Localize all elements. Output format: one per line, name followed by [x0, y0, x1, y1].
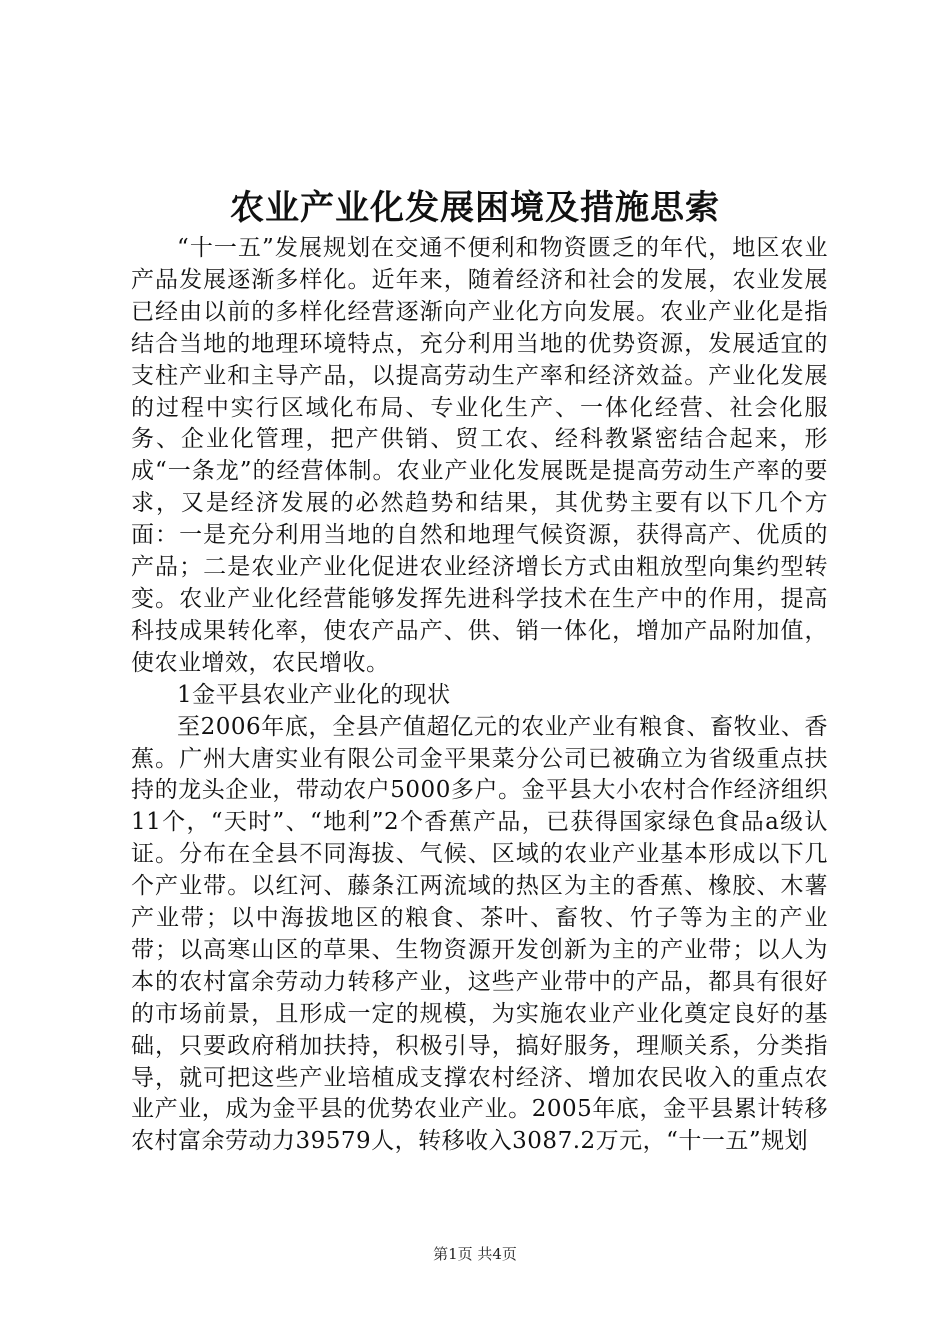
paragraph-intro: “十一五”发展规划在交通不便利和物资匮乏的年代，地区农业产品发展逐渐多样化。近年来，随着经济和社会的发展，农业发展已经由以前的多样化经营逐渐向产业化方向发展。农业产业化是指结合当地的地理环境特点，充分利用当地的优势资源，发展适宜的支柱产业和主导产品，以提高劳动生产率和经济效益。产业化发展的过程中实行区域化布局、专业化生产、一体化经营、社会化服务、企业化管理，把产供销、贸工农、经科教紧密结合起来，形成“一条龙”的经营体制。农业产业化发展既是提高劳动生产率的要求，又是经济发展的必然趋势和结果，其优势主要有以下几个方面：一是充分利用当地的自然和地理气候资源，获得高产、优质的产品；二是农业产业化促进农业经济增长方式由粗放型向集约型转变。农业产业化经营能够发挥先进科学技术在生产中的作用，提高科技成果转化率，使农产品产、供、销一体化，增加产品附加值，使农业增效，农民增收。 [131, 235, 828, 676]
paragraph-status: 至2006年底，全县产值超亿元的农业产业有粮食、畜牧业、香蕉。广州大唐实业有限公司金平果菜分公司已被确立为省级重点扶持的龙头企业，带动农户5000多户。金平县大小农村合作经济组织11个，“天时”、“地利”2个香蕉产品，已获得国家绿色食品a级认证。分布在全县不同海拔、气候、区域的农业产业基本形成以下几个产业带。以红河、藤条江两流域的热区为主的香蕉、橡胶、木薯产业带；以中海拔地区的粮食、茶叶、畜牧、竹子等为主的产业带；以高寒山区的草果、生物资源开发创新为主的产业带；以人为本的农村富余劳动力转移产业，这些产业带中的产品，都具有很好的市场前景，且形成一定的规模，为实施农业产业化奠定良好的基础，只要政府稍加扶持，积极引导，搞好服务，理顺关系，分类指导，就可把这些产业培植成支撑农村经济、增加农民收入的重点农业产业，成为金平县的优势农业产业。2005年底，金平县累计转移农村富余劳动力39579人，转移收入3087.2万元，“十一五”规划 [131, 713, 828, 1155]
page-footer: 第1页 共4页 [433, 1245, 517, 1263]
section-heading: 1金平县农业产业化的现状 [177, 681, 451, 708]
document-title: 农业产业化发展困境及措施思索 [230, 188, 720, 228]
document-body [131, 233, 828, 1158]
